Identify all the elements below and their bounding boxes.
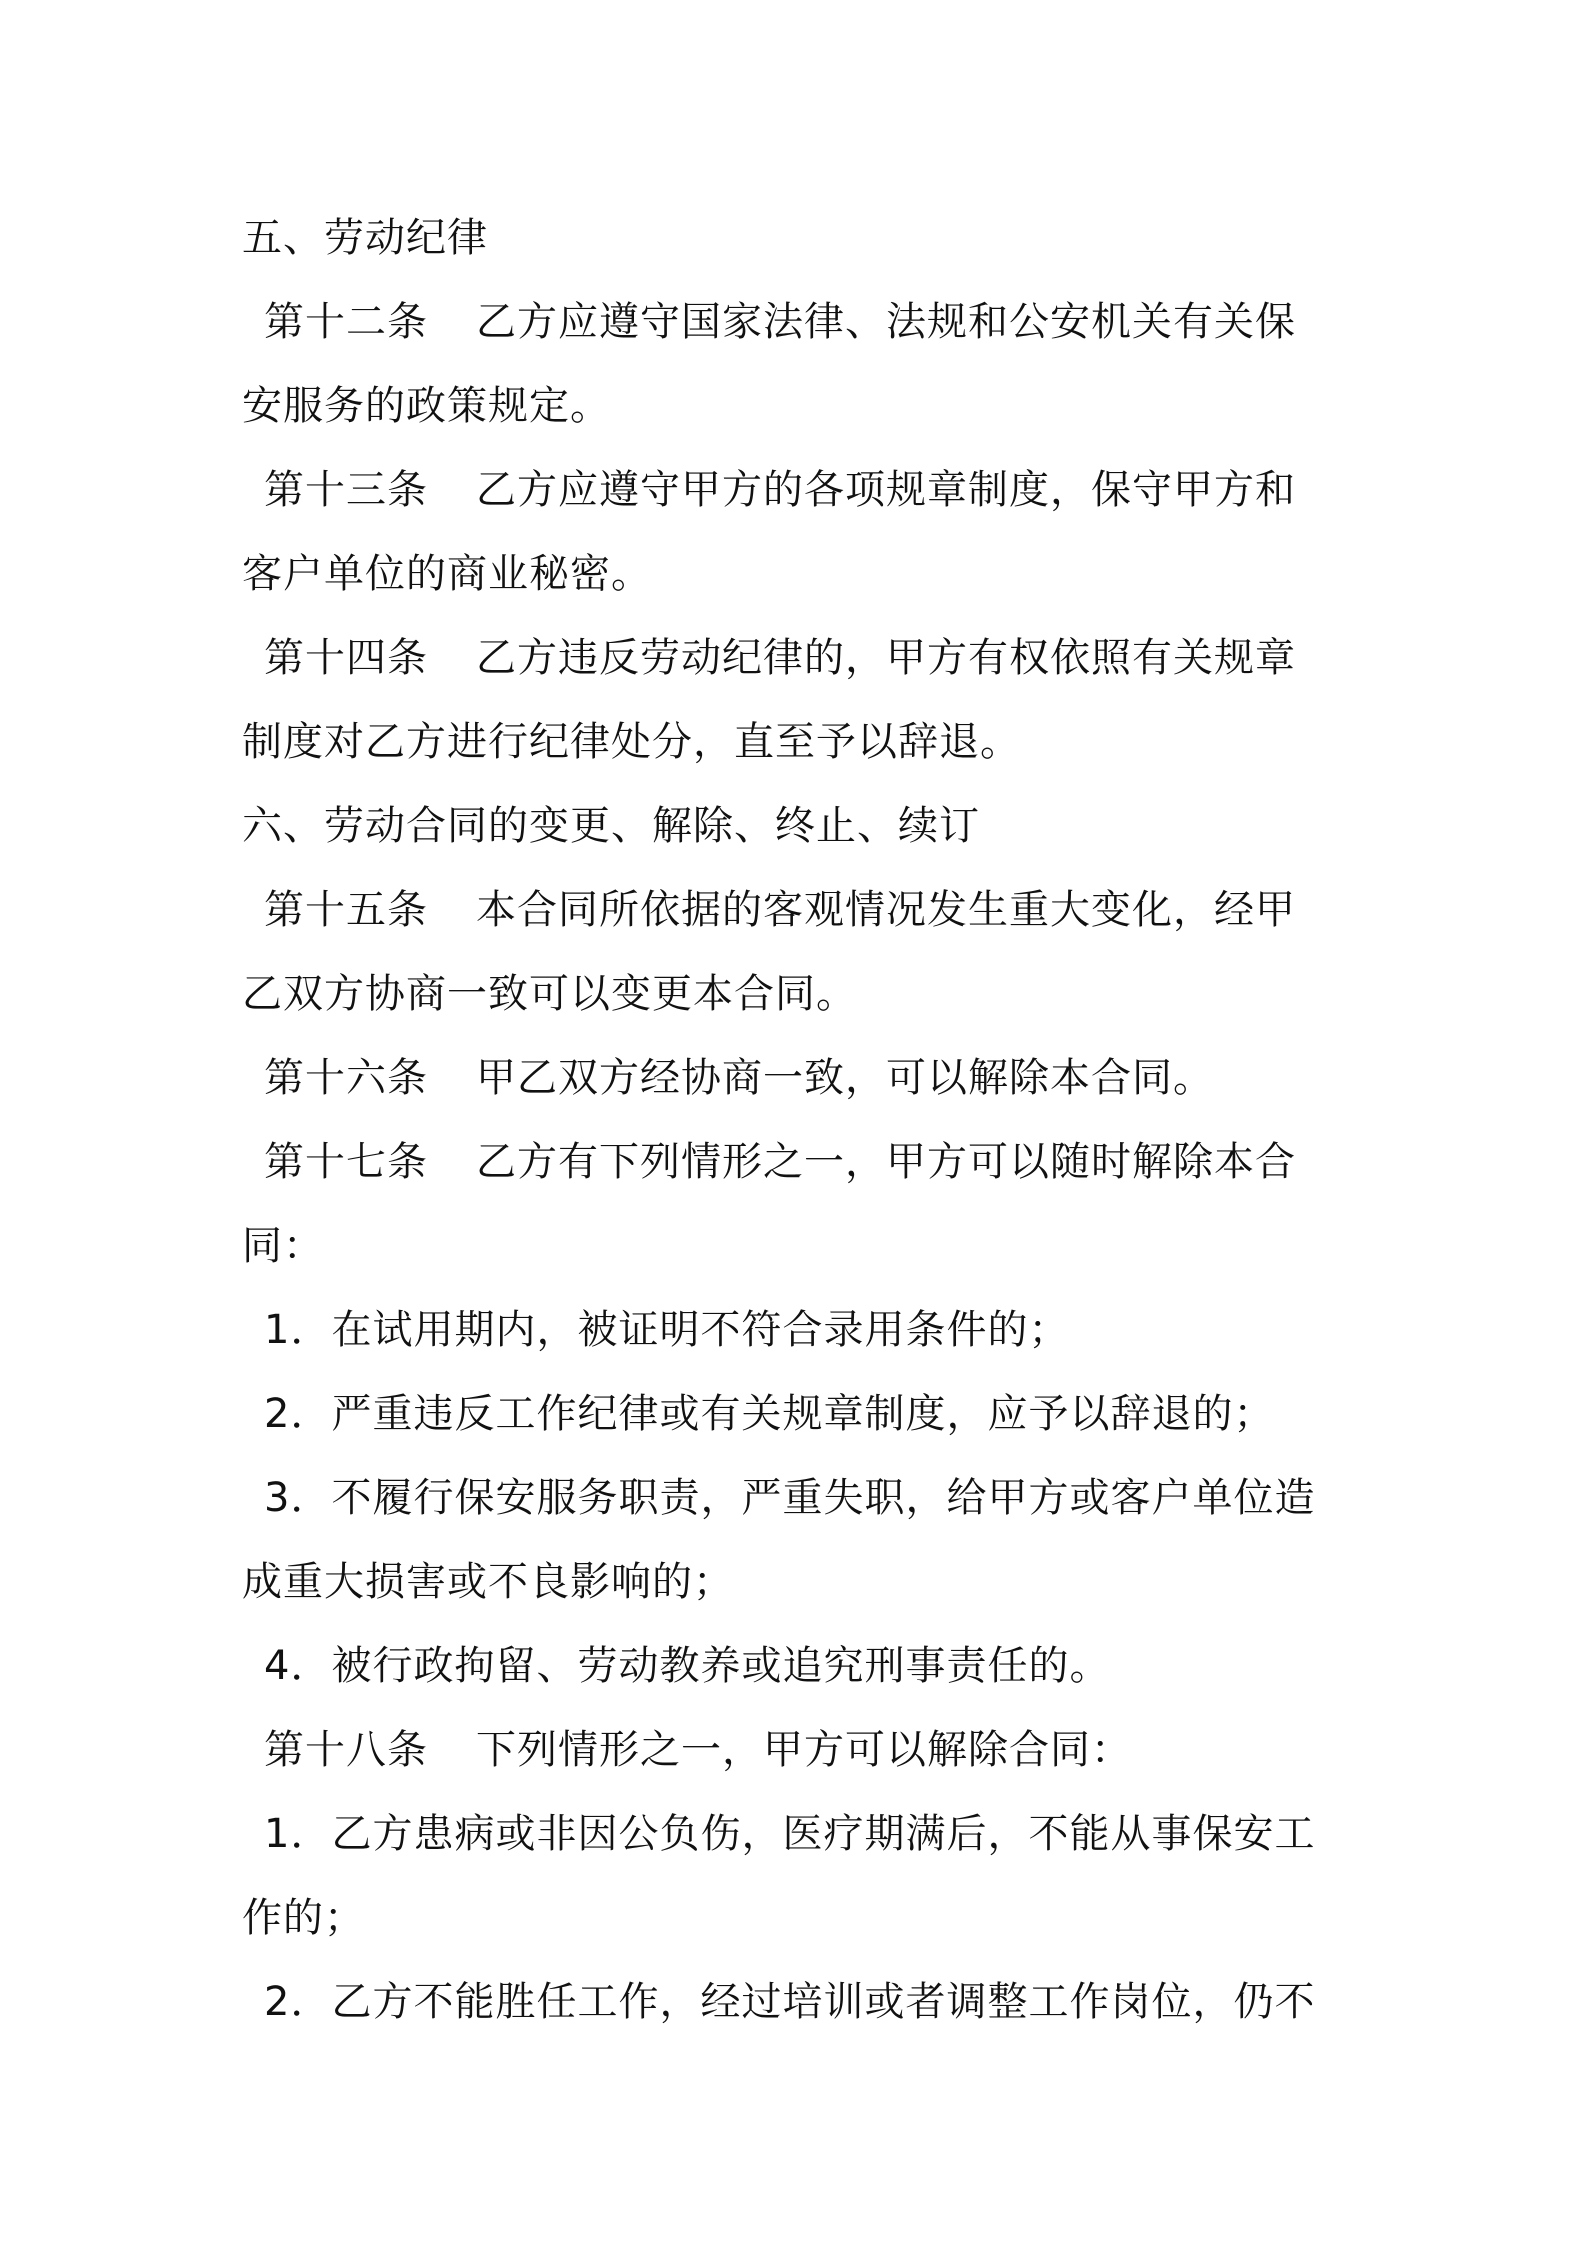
article-number: 第十六条 [264,1055,428,1101]
article-text: 安服务的政策规定。 [242,383,611,429]
article-line [242,1708,1362,1792]
section-heading [242,784,1362,868]
list-item [242,1456,1362,1540]
article-number: 第十七条 [264,1139,428,1185]
article-number: 第十三条 [264,467,428,513]
list-item-continuation [242,1876,1362,1960]
article-line [242,616,1362,700]
list-item-text: 3．不履行保安服务职责，严重失职，给甲方或客户单位造 [264,1475,1316,1521]
document-body [242,196,1362,2044]
article-text: 甲乙双方经协商一致，可以解除本合同。 [476,1055,1214,1101]
section-heading-text: 五、劳动纪律 [242,215,488,261]
article-line [242,1036,1362,1120]
article-text: 制度对乙方进行纪律处分，直至予以辞退。 [242,719,1021,765]
article-number: 第十五条 [264,887,428,933]
article-number: 第十四条 [264,635,428,681]
list-item [242,1792,1362,1876]
article-text: 客户单位的商业秘密。 [242,551,652,597]
article-text: 乙双方协商一致可以变更本合同。 [242,971,857,1017]
article-text: 乙方违反劳动纪律的，甲方有权依照有关规章 [476,635,1296,681]
article-text: 下列情形之一，甲方可以解除合同： [476,1727,1132,1773]
list-item-text: 4．被行政拘留、劳动教养或追究刑事责任的。 [264,1643,1111,1689]
article-number: 第十二条 [264,299,428,345]
list-item-text: 1．在试用期内，被证明不符合录用条件的； [264,1307,1070,1353]
list-item-text: 1．乙方患病或非因公负伤，医疗期满后，不能从事保安工 [264,1811,1316,1857]
article-continuation [242,952,1362,1036]
article-continuation [242,364,1362,448]
article-line [242,868,1362,952]
article-continuation [242,1204,1362,1288]
list-item-text: 2．乙方不能胜任工作，经过培训或者调整工作岗位，仍不 [264,1979,1316,2025]
list-item [242,1960,1362,2044]
article-continuation [242,532,1362,616]
article-line [242,1120,1362,1204]
list-item-text: 2．严重违反工作纪律或有关规章制度，应予以辞退的； [264,1391,1275,1437]
article-line [242,280,1362,364]
list-item [242,1372,1362,1456]
section-heading [242,196,1362,280]
article-text: 乙方有下列情形之一，甲方可以随时解除本合 [476,1139,1296,1185]
list-item-text: 成重大损害或不良影响的； [242,1559,734,1605]
list-item [242,1288,1362,1372]
list-item [242,1624,1362,1708]
list-item-continuation [242,1540,1362,1624]
article-text: 乙方应遵守国家法律、法规和公安机关有关保 [476,299,1296,345]
article-text: 同： [242,1223,324,1269]
section-heading-text: 六、劳动合同的变更、解除、终止、续订 [242,803,980,849]
article-number: 第十八条 [264,1727,428,1773]
article-line [242,448,1362,532]
list-item-text: 作的； [242,1895,365,1941]
article-text: 乙方应遵守甲方的各项规章制度，保守甲方和 [476,467,1296,513]
article-continuation [242,700,1362,784]
article-text: 本合同所依据的客观情况发生重大变化，经甲 [476,887,1296,933]
